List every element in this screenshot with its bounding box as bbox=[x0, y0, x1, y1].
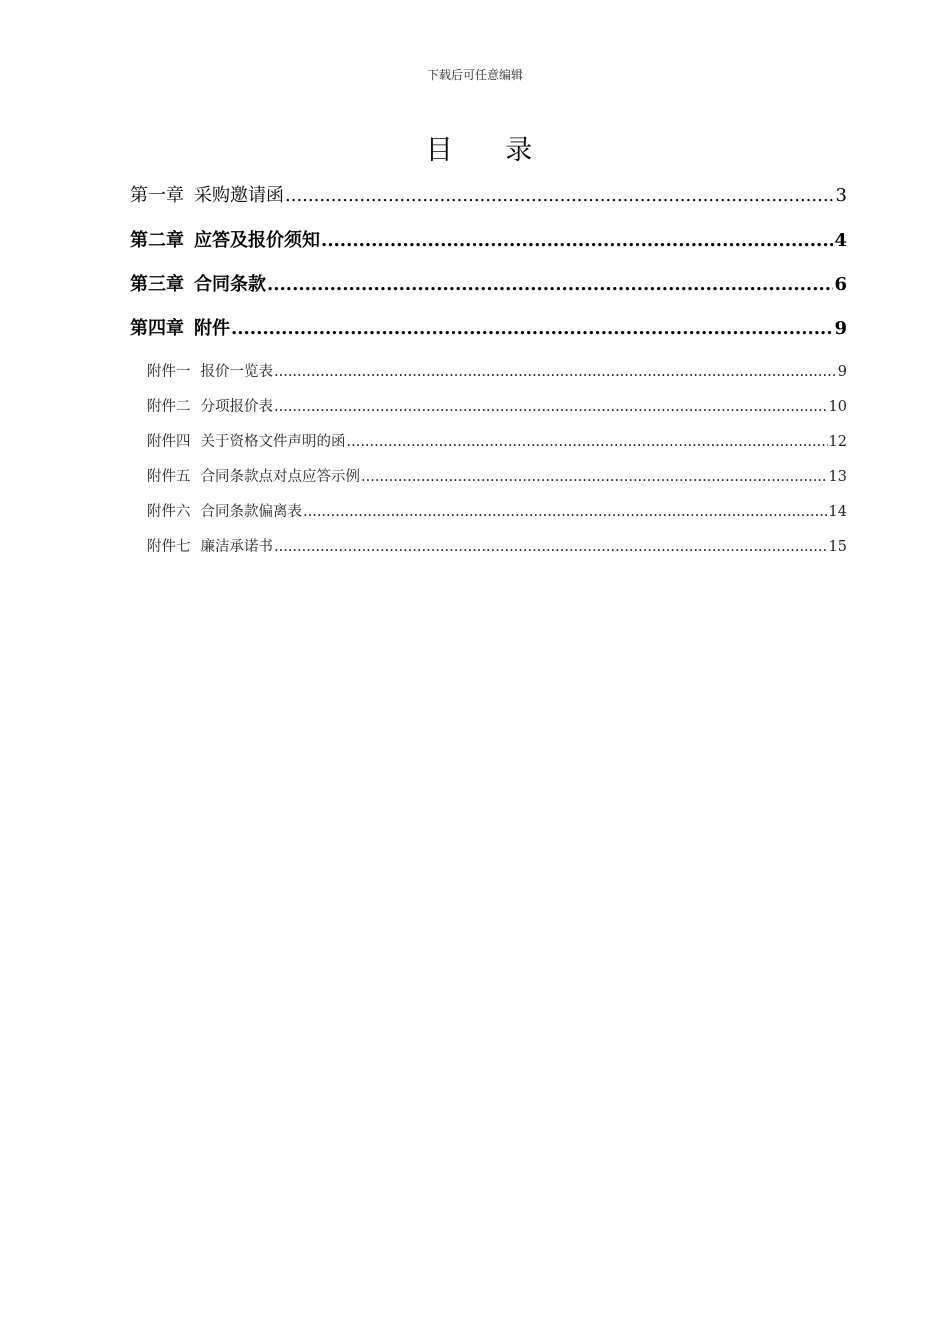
toc-appendix-7[interactable] bbox=[147, 535, 847, 556]
toc-chapter-2[interactable] bbox=[130, 226, 847, 252]
appendix-number: 附件一 bbox=[147, 364, 191, 380]
appendix-title: 廉洁承诺书 bbox=[200, 539, 273, 555]
page-number: 4 bbox=[834, 230, 847, 251]
page-number: 12 bbox=[828, 434, 847, 450]
dot-leader bbox=[274, 539, 828, 555]
page-number: 6 bbox=[834, 274, 847, 295]
page-number: 3 bbox=[835, 185, 847, 206]
chapter-title: 合同条款 bbox=[194, 274, 266, 295]
dot-leader bbox=[361, 469, 828, 485]
appendix-title: 关于资格文件声明的函 bbox=[200, 434, 346, 450]
page-number: 13 bbox=[828, 469, 847, 485]
page-number: 9 bbox=[834, 318, 847, 339]
dot-leader bbox=[321, 230, 833, 251]
toc-chapter-4[interactable] bbox=[130, 314, 847, 340]
appendix-title: 报价一览表 bbox=[200, 364, 273, 380]
chapter-number: 第二章 bbox=[130, 230, 184, 251]
page-number: 10 bbox=[828, 399, 847, 415]
appendix-number: 附件四 bbox=[147, 434, 191, 450]
toc-appendix-4[interactable] bbox=[147, 430, 847, 451]
toc-appendix-5[interactable] bbox=[147, 465, 847, 486]
dot-leader bbox=[267, 274, 833, 295]
chapter-title: 采购邀请函 bbox=[194, 185, 284, 206]
dot-leader bbox=[347, 434, 828, 450]
toc-title: 目 录 bbox=[425, 135, 555, 166]
toc-chapter-1[interactable] bbox=[130, 181, 847, 207]
appendix-title: 合同条款偏离表 bbox=[200, 504, 302, 520]
chapter-title: 附件 bbox=[194, 318, 230, 339]
dot-leader bbox=[285, 185, 835, 206]
chapter-number: 第四章 bbox=[130, 318, 184, 339]
appendix-number: 附件六 bbox=[147, 504, 191, 520]
toc-appendix-1[interactable] bbox=[147, 360, 847, 381]
page-header: 下载后可任意编辑 bbox=[426, 68, 523, 82]
appendix-number: 附件七 bbox=[147, 539, 191, 555]
appendix-title: 分项报价表 bbox=[200, 399, 273, 415]
page-number: 14 bbox=[828, 504, 847, 520]
toc-appendix-6[interactable] bbox=[147, 500, 847, 521]
toc-appendix-2[interactable] bbox=[147, 395, 847, 416]
toc-chapter-3[interactable] bbox=[130, 270, 847, 296]
dot-leader bbox=[274, 364, 837, 380]
dot-leader bbox=[274, 399, 828, 415]
chapter-number: 第三章 bbox=[130, 274, 184, 295]
dot-leader bbox=[231, 318, 833, 339]
chapter-number: 第一章 bbox=[130, 185, 184, 206]
page-number: 9 bbox=[837, 364, 847, 380]
chapter-title: 应答及报价须知 bbox=[194, 230, 320, 251]
page-number: 15 bbox=[828, 539, 847, 555]
dot-leader bbox=[303, 504, 828, 520]
appendix-number: 附件二 bbox=[147, 399, 191, 415]
appendix-number: 附件五 bbox=[147, 469, 191, 485]
appendix-title: 合同条款点对点应答示例 bbox=[200, 469, 360, 485]
